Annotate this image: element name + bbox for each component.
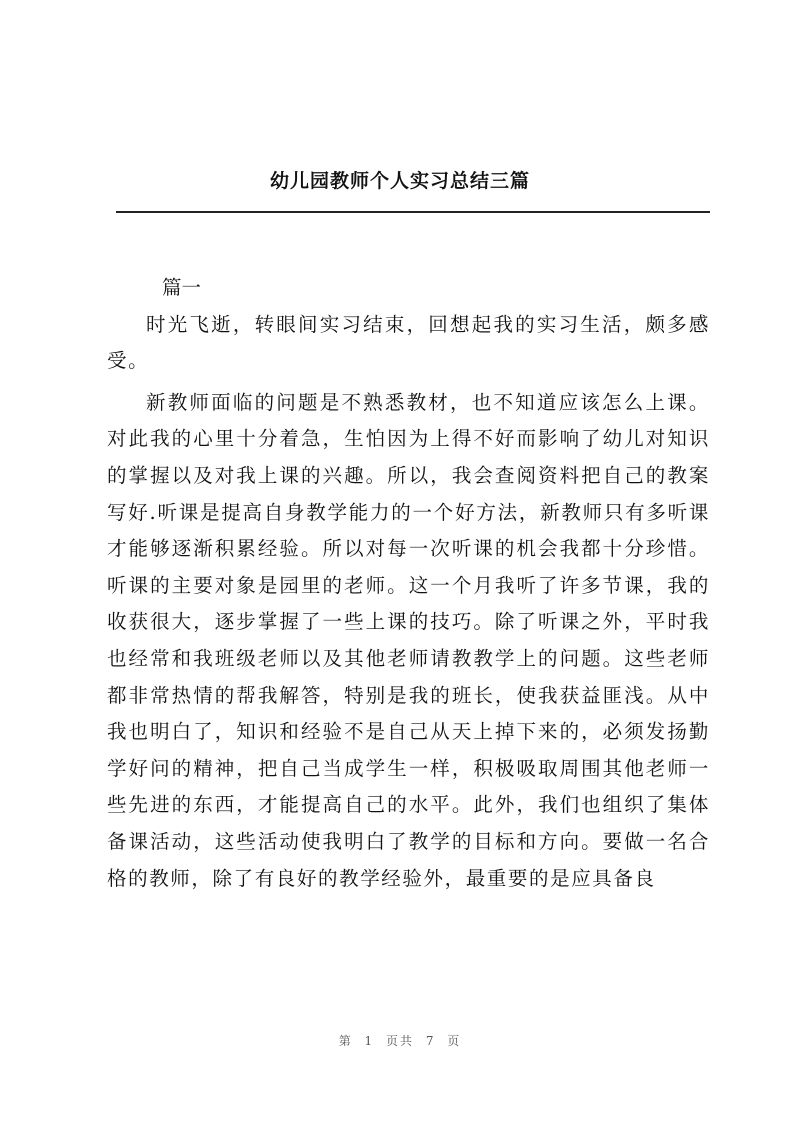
document-title: 幼儿园教师个人实习总结三篇 [269,170,530,192]
page-number-footer: 第 1 页共 7 页 [338,1034,462,1048]
paragraph-1: 时光飞逝，转眼间实习结束，回想起我的实习生活，颇多感受。 [107,312,710,373]
section-label: 篇一 [162,276,202,299]
title-divider [116,211,710,213]
paragraph-2: 新教师面临的问题是不熟悉教材，也不知道应该怎么上课。对此我的心里十分着急，生怕因为上得不好而影响了幼儿对知识的掌握以及对我上课的兴趣。所以，我会查阅资料把自己的教案写好.听课是提高自身教学能力的一个好方法，新教师只有多听课才能够逐渐积累经验。所以对每一次听课的机会我都十分珍惜。听课的主要对象是园里的老师。这一个月我听了许多节课，我的收获很大，逐步掌握了一些上课的技巧。除了听课之外，平时我也经常和我班级老师以及其他老师请教教学上的问题。这些老师都非常热情的帮我解答，特别是我的班长，使我获益匪浅。从中我也明白了，知识和经验不是自己从天上掉下来的，必须发扬勤学好问的精神，把自己当成学生一样，积极吸取周围其他老师一些先进的东西，才能提高自己的水平。此外，我们也组织了集体备课活动，这些活动使我明白了教学的目标和方向。要做一名合格的教师，除了有良好的教学经验外，最重要的是应具备良 [107,390,710,890]
document-body [107,270,710,897]
